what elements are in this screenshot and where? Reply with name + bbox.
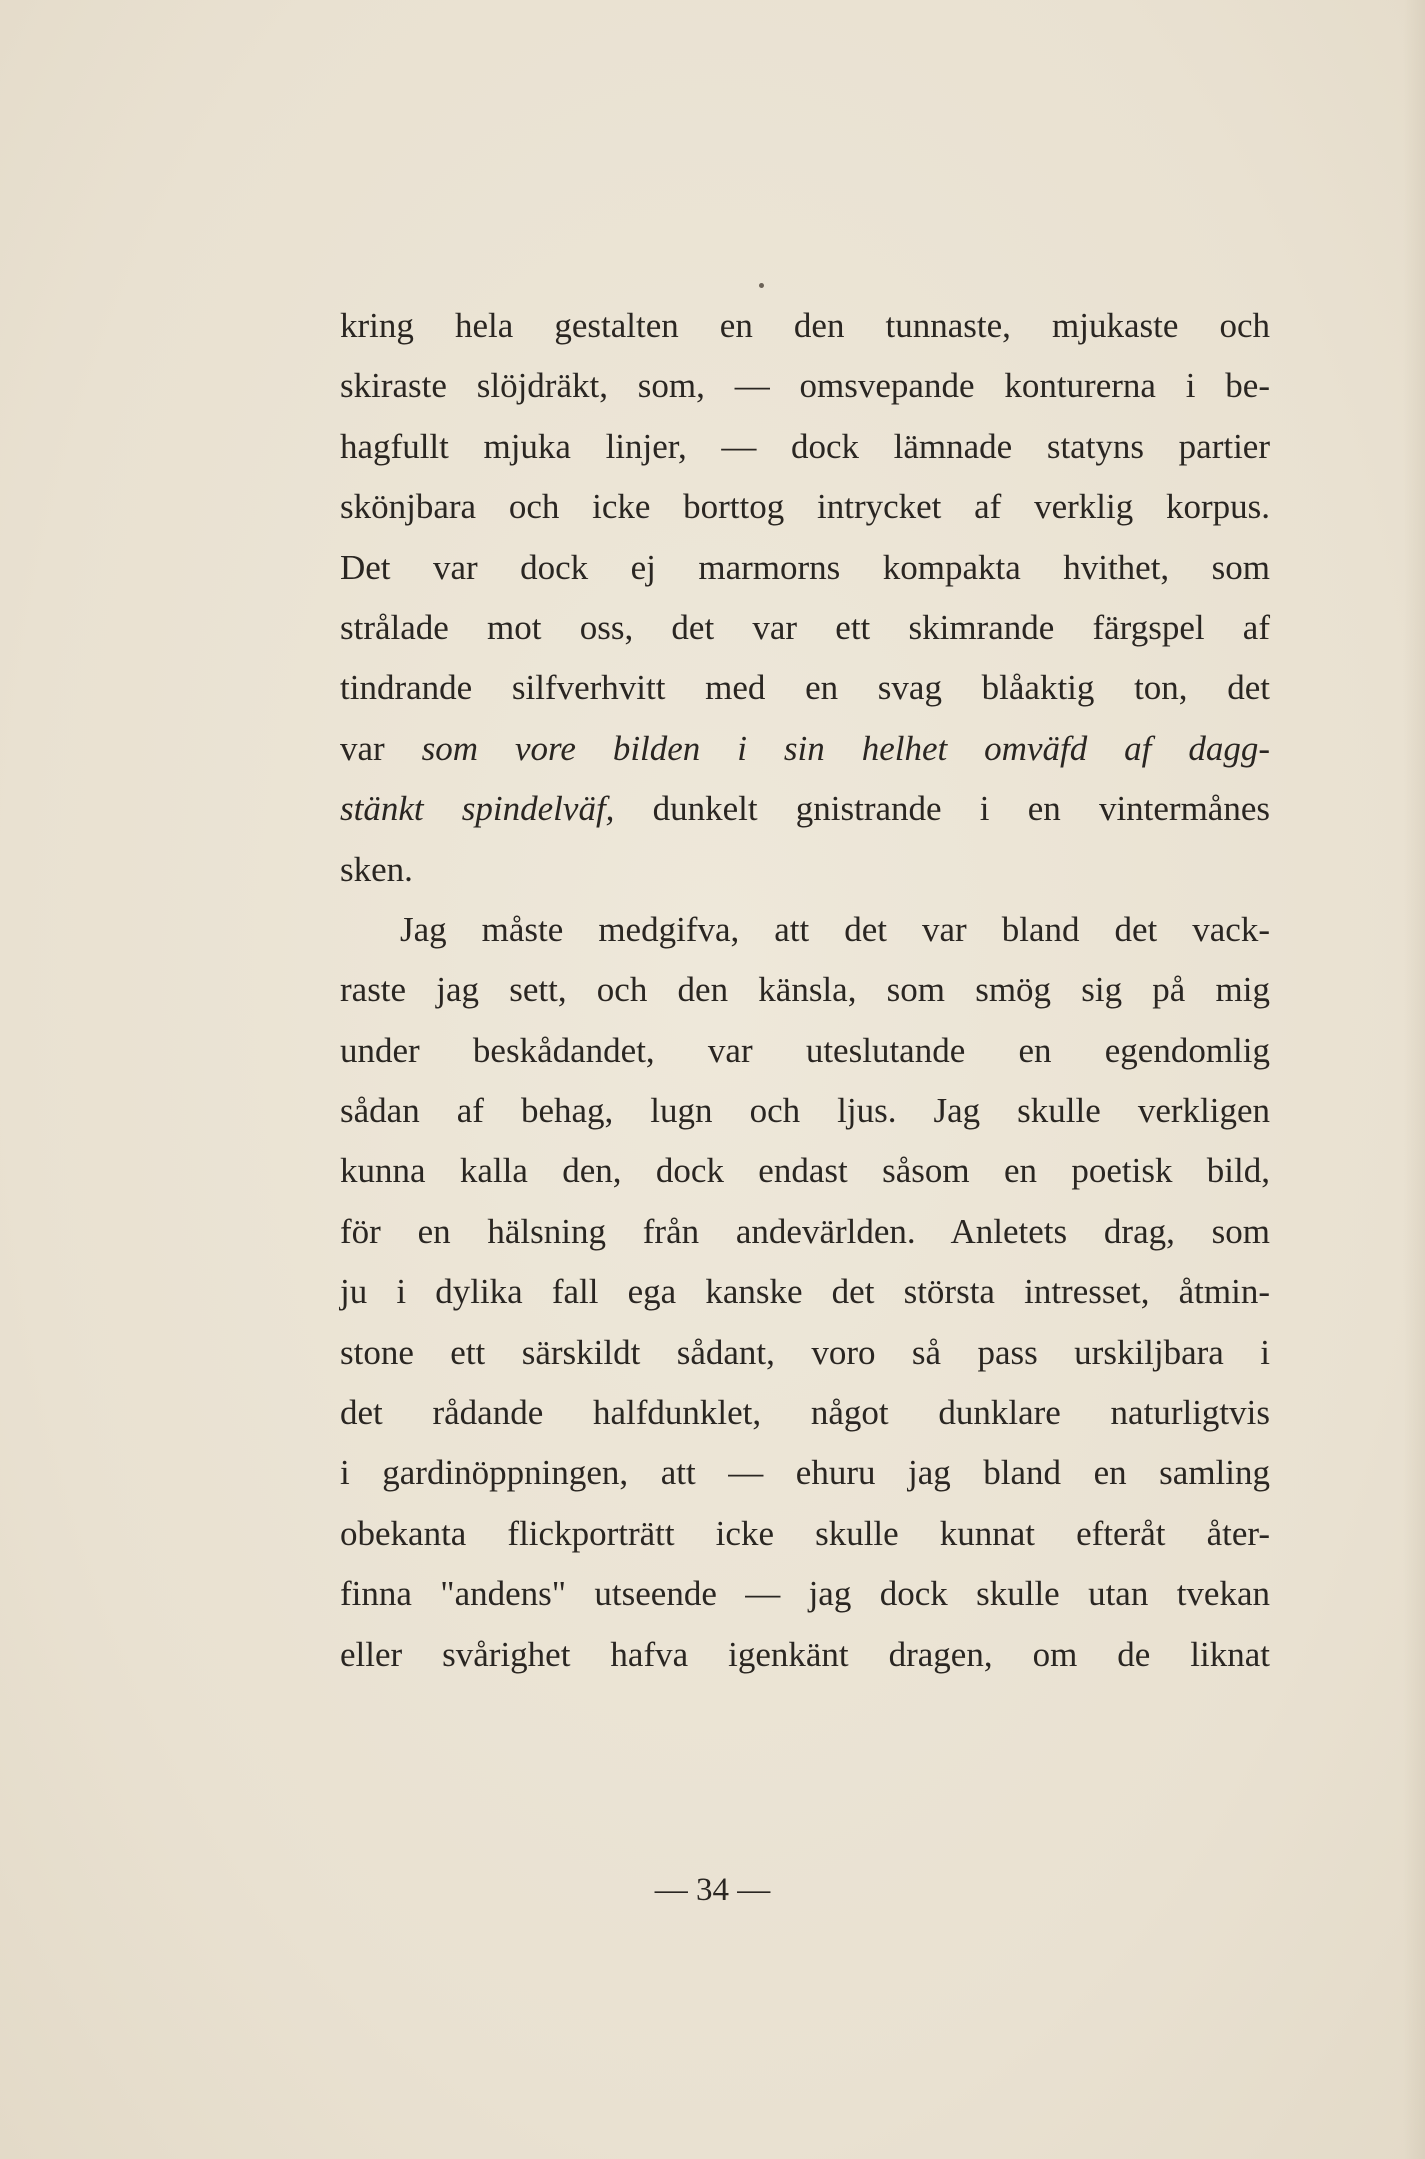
text-line: eller svårighet hafva igenkänt dragen, om de liknat (340, 1634, 1270, 1674)
text-line: kunna kalla den, dock endast såsom en poetisk bild, (340, 1151, 1270, 1191)
text-line: i gardinöppningen, att — ehuru jag bland en samling (340, 1453, 1270, 1493)
text-line: under beskådandet, var uteslutande en egendomlig (340, 1030, 1270, 1070)
text-line: stone ett särskildt sådant, voro så pass urskiljbara i (340, 1332, 1270, 1372)
page-number: — 34 — (654, 1872, 771, 1908)
italic-phrase: som vore bilden i sin helhet omväfd af dagg- (421, 728, 1270, 768)
paragraph-start-line: Jag måste medgifva, att det var bland det vack- (400, 909, 1270, 949)
text-line: raste jag sett, och den känsla, som smög sig på mig (340, 970, 1270, 1010)
body-text (340, 296, 1270, 1685)
text-line: tindrande silfverhvitt med en svag blåaktig ton, det (340, 668, 1270, 708)
italic-phrase: stänkt spindelväf, (340, 789, 615, 829)
text-line: för en hälsning från andevärlden. Anletets drag, som (340, 1211, 1270, 1251)
text-line: var som vore bilden i sin helhet omväfd af dagg- (340, 728, 1270, 768)
text-line: kring hela gestalten en den tunnaste, mjukaste och (340, 306, 1270, 345)
text-line: skiraste slöjdräkt, som, — omsvepande konturerna i be- (340, 366, 1270, 406)
text-line: sken. (340, 849, 413, 889)
page-edge-shadow (1403, 0, 1425, 2159)
text-line: skönjbara och icke borttog intrycket af verklig korpus. (340, 487, 1270, 527)
text-line: det rådande halfdunklet, något dunklare naturligtvis (340, 1393, 1270, 1433)
text-line: stänkt spindelväf, dunkelt gnistrande i en vintermånes (340, 789, 1270, 829)
text-line: sådan af behag, lugn och ljus. Jag skulle verkligen (340, 1091, 1270, 1131)
text-line: ju i dylika fall ega kanske det största intresset, åtmin- (340, 1272, 1270, 1312)
print-speck (759, 283, 764, 288)
text-line: Det var dock ej marmorns kompakta hvithet, som (340, 547, 1270, 587)
text-line: hagfullt mjuka linjer, — dock lämnade statyns partier (340, 426, 1270, 466)
text-line: finna "andens" utseende — jag dock skulle utan tvekan (340, 1574, 1270, 1614)
text-line: obekanta flickporträtt icke skulle kunnat efteråt åter- (340, 1513, 1270, 1553)
text-line: strålade mot oss, det var ett skimrande färgspel af (340, 607, 1270, 647)
